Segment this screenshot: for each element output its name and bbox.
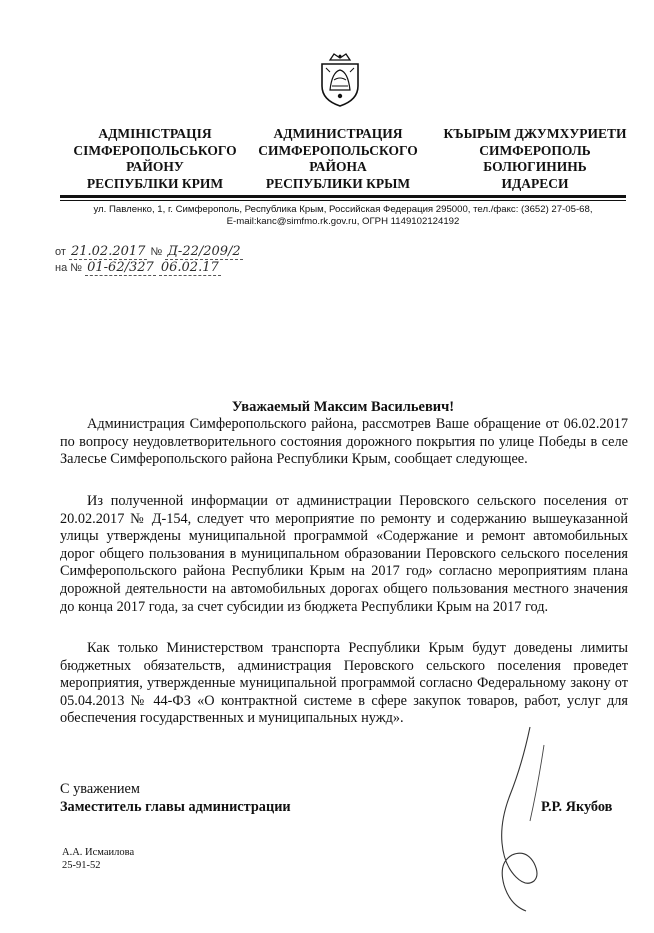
signatory-name: Р.Р. Якубов <box>541 799 613 815</box>
header-line: АДМІНІСТРАЦІЯ <box>98 126 212 141</box>
number-label: № <box>150 246 163 258</box>
header-divider <box>60 195 626 198</box>
outgoing-registration <box>55 244 243 260</box>
header-line: БОЛЮГИНИНЬ <box>483 159 587 174</box>
address-block <box>60 204 626 228</box>
header-line: СІМФЕРОПОЛЬСЬКОГО <box>73 142 237 158</box>
reply-label: на № <box>55 262 83 274</box>
header-line: СИМФЕРОПОЛЬ <box>479 142 591 158</box>
reply-registration <box>55 260 221 276</box>
reply-date: 06.02.17 <box>160 260 219 275</box>
outgoing-number: Д-22/209/2 <box>167 244 241 259</box>
header-line: ИДАРЕСИ <box>501 175 569 191</box>
paragraph: Администрация Симферопольского района, рассмотрев Ваше обращение от 06.02.2017 по вопросу неудовлетворительного состояния дорожного покрытия по улице Победы в селе Залесье Симферопольского района Республики Крым, сообщает следующее. <box>60 416 628 468</box>
executor-phone: 25-91-52 <box>62 860 101 871</box>
header-line: КЪЫРЫМ ДЖУМХУРИЕТИ <box>443 126 627 141</box>
from-label: от <box>55 246 66 258</box>
address-line: ул. Павленко, 1, г. Симферополь, Республика Крым, Российская Федерация 295000, тел./факс: (3652) 27-05-68, <box>93 204 593 215</box>
header-line: РАЙОНА <box>309 159 367 174</box>
coat-of-arms-icon <box>318 50 362 108</box>
header-line: РЕСПУБЛІКИ КРИМ <box>86 175 224 191</box>
header-line: РЕСПУБЛИКИ КРЫМ <box>265 175 411 191</box>
executor-name: А.А. Исмаилова <box>62 847 135 858</box>
header-ukrainian <box>62 126 248 192</box>
executor-block <box>62 846 134 872</box>
header-crimean-tatar <box>430 126 640 192</box>
salutation: Уважаемый Максим Васильевич! <box>231 399 455 415</box>
header-line: РАЙОНУ <box>126 159 184 174</box>
signatory-title: Заместитель главы администрации <box>60 799 291 815</box>
header-divider-thin <box>60 200 626 201</box>
closing: С уважением <box>60 781 140 797</box>
paragraph: Из полученной информации от администрации Перовского сельского поселения от 20.02.2017 № Д-154, следует что мероприятие по ремонту и содержанию вышеуказанной улицы утверждены муниципальной программой «Содержание и ремонт автомобильных дорог общего пользования в муниципальном образовании Перовского сельского поселения Симферопольского района Республики Крым на 2017 год» согласно мероприятиям плана дорожной деятельности на автомобильных дорогах общего пользования местного значения до конца 2017 года, за счет субсидии из бюджета Республики Крым на 2017 год. <box>60 493 628 615</box>
header-russian <box>246 126 430 192</box>
reply-number: 01-62/327 <box>87 260 154 275</box>
outgoing-date: 21.02.2017 <box>70 244 146 259</box>
handwritten-signature <box>482 725 562 915</box>
header-line: АДМИНИСТРАЦИЯ <box>273 126 403 141</box>
paragraph: Как только Министерством транспорта Республики Крым будут доведены лимиты бюджетных обязательств, администрация Перовского сельского поселения проведет мероприятия, утвержденные муниципальной программой согласно Федеральному закону от 05.04.2013 № 44-ФЗ «О контрактной системе в сфере закупок товаров, работ, услуг для обеспечения государственных и муниципальных нужд». <box>60 640 628 727</box>
contact-line: E-mail:kanc@simfmo.rk.gov.ru, ОГРН 1149102124192 <box>226 216 460 227</box>
header-line: СИМФЕРОПОЛЬСКОГО <box>258 142 418 158</box>
